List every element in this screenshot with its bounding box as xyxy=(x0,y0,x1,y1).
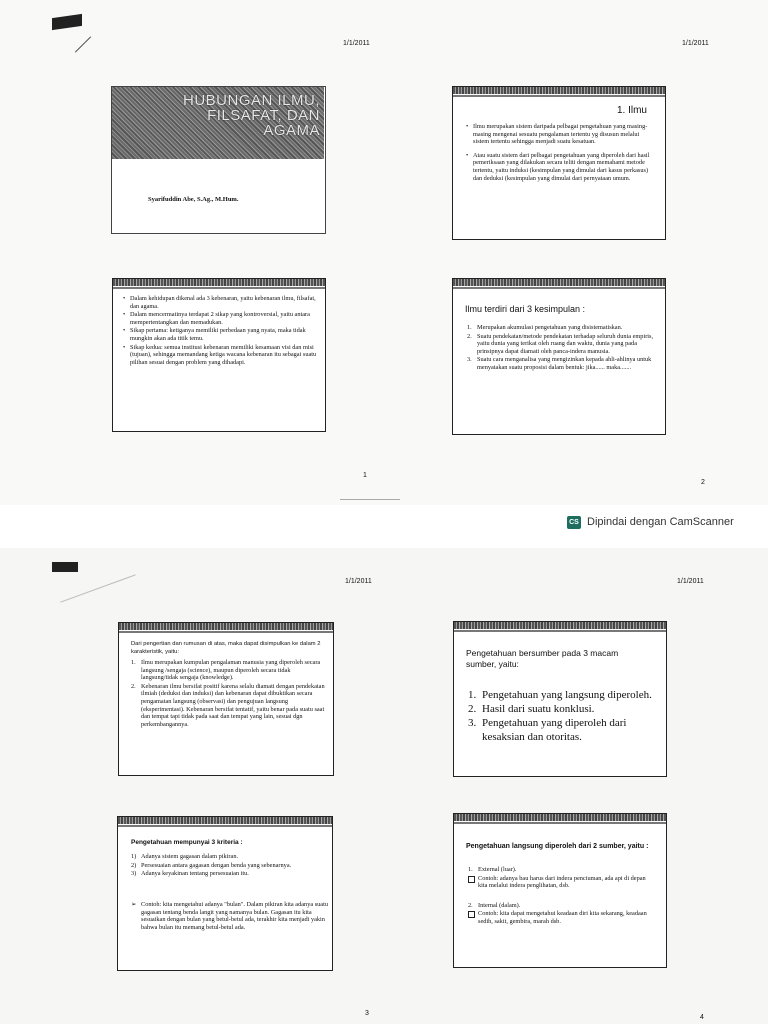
slide-kesimpulan xyxy=(452,278,666,435)
item-text: Suatu pendekatan/metode pendekatan terhadap seluruh dunia empiris, yaitu dunia yang terikat oleh ruang dan waktu, dunia yang pada prinsipnya dapat diamati oleh panca-indera manusia. xyxy=(477,332,654,355)
item-text: Kebenaran ilmu bersifat positif karena selalu diamati dengan pendekatan ilmiah (deduksi dan induksi) dan kebenaran dapat dibuktikan secara pengamatan langsung (observasi) dan pengujuan langsung (eksperimentasi). Kebenaran bersifat tentatif, yaitu benar pada suatu saat dan tempat tapi tidak pada saat dan tempat yang lain, sesuai dgn perkembangannya. xyxy=(141,682,325,728)
arrow-bullet-icon: ➢ xyxy=(131,901,137,908)
item-number: 3) xyxy=(131,870,137,878)
item-text: Pengetahuan yang langsung diperoleh. xyxy=(482,689,652,701)
list-item xyxy=(467,356,655,371)
item-number: 1. xyxy=(468,689,477,701)
date-right: 1/1/2011 xyxy=(682,40,709,47)
list-item xyxy=(131,870,323,878)
list-item xyxy=(467,333,655,356)
list-item xyxy=(131,862,323,870)
list-item xyxy=(468,902,656,910)
slide-karakteristik xyxy=(118,622,334,776)
slide-header-line xyxy=(118,825,332,827)
list-item: • Sikap kedua: semua institusi kebenaran memiliki kesamaan visi dan misi (tujuan), sehingga memandang ketiga wacana kebenaran itu sebagai suatu pilihan sesuai dengan problem yang dihadapi. xyxy=(123,344,317,367)
page-corner-mark xyxy=(52,14,82,30)
pen-mark xyxy=(75,36,91,52)
scanned-page-2 xyxy=(0,548,768,1024)
camscanner-logo-icon: CS xyxy=(567,516,581,529)
list-item xyxy=(467,324,655,332)
scanned-page-1 xyxy=(0,0,768,505)
date-left: 1/1/2011 xyxy=(345,578,372,585)
list-item: • Sikap pertama: ketiganya memiliki perbedaan yang nyata, maka tidak mungkin akan ada titik temu. xyxy=(123,327,317,342)
slide-header-line xyxy=(453,95,665,97)
slide-title xyxy=(111,86,326,234)
slide-header-bar xyxy=(119,623,333,630)
bullet-list xyxy=(466,123,654,183)
item-number: 2. xyxy=(467,332,472,340)
item-text: Persesuaian antara gagasan dengan benda yang sebenarnya. xyxy=(141,861,292,869)
slide-title-text: HUBUNGAN ILMU, FILSAFAT, DAN AGAMA xyxy=(182,92,320,139)
item-text: Pengetahuan yang diperoleh dari kesaksian dan otoritas. xyxy=(482,717,627,743)
item-text: Adanya keyakinan tentang persesuaian itu. xyxy=(141,870,249,878)
item-text: Ilmu merupakan kumpulan pengalaman manusia yang diperoleh secara langsung /sengaja (science), maupun diperoleh secara tidak langsung/tidak sengaja (knowledge). xyxy=(141,659,321,682)
list-item: • Ilmu merupakan sistem daripada pelbagai pengetahuan yang masing-masing mengenai sesuatu pengalaman tertentu yg disusun melalui sistem tertentu sehingga menjadi suatu kesatuan. xyxy=(466,123,654,146)
example-text: Contoh: adanya bau harus dari indera penciuman, ada api di depan kita melalui indera penglihatan, dsb. xyxy=(478,874,646,890)
list-item: • Dalam kehidupan dikenal ada 3 kebenaran, yaitu kebenaran ilmu, filsafat, dan agama. xyxy=(123,295,317,310)
list-item: • Dalam mencermatinya terdapat 2 sikap yang kontroversial, yaitu antara mempertentangkan dan memadukan. xyxy=(123,311,317,326)
item-number: 1. xyxy=(467,324,472,331)
list-item xyxy=(131,659,325,682)
list-item xyxy=(468,702,658,716)
pen-mark xyxy=(60,574,136,602)
slide-kriteria xyxy=(117,816,333,971)
slide-header-bar xyxy=(453,279,665,286)
slide-header-bar xyxy=(113,279,325,286)
item-text: Merupakan akumulasi pengetahuan yang disistematiskan. xyxy=(477,324,623,331)
slide-heading: Pengetahuan mempunyai 3 kriteria : xyxy=(131,839,243,846)
item-text: Hasil dari suatu konklusi. xyxy=(482,703,595,715)
slide-sumber xyxy=(453,621,667,777)
item-text: Internal (dalam). xyxy=(478,901,521,909)
slide-header-line xyxy=(454,822,666,824)
item-text: Suatu cara menganalisa yang mengizinkan kepada ahli-ahlinya untuk menyatakan suatu proposisi dalam bentuk: jika...... maka....... xyxy=(477,356,652,371)
page-number-left: 1 xyxy=(363,472,367,479)
item-number: 2) xyxy=(131,861,137,869)
example-text: Contoh: kita mengetahui adanya "bulan". Dalam pikiran kita adanya suatu gagasan tentang benda langit yang namanya bulan. Gagasan itu kita sesuaikan dengan bulan yang betul-betul ada, terakhir kita menjadi yakin bahwa bulan itu memang betul-betul ada. xyxy=(141,901,328,931)
item-number: 2. xyxy=(468,703,477,715)
numbered-list xyxy=(131,853,323,879)
page-number-left: 3 xyxy=(365,1010,369,1017)
slide-heading: Pengetahuan bersumber pada 3 macam sumber, yaitu: xyxy=(466,648,619,669)
item-number: 2. xyxy=(131,682,136,690)
slide-header-bar xyxy=(454,814,666,821)
slide-kebenaran xyxy=(112,278,326,432)
title-banner xyxy=(112,87,324,159)
numbered-list xyxy=(467,324,655,373)
slide-intro: Dari pengertian dan rumusan di atas, maka dapat disimpulkan ke dalam 2 karakteristik, yaitu: xyxy=(131,641,321,655)
slide-header-bar xyxy=(118,817,332,824)
scan-mark xyxy=(340,499,400,500)
author-name: Syarifuddin Abe, S.Ag., M.Hum. xyxy=(148,196,239,203)
slide-header-bar xyxy=(454,622,666,629)
camscanner-label: Dipindai dengan CamScanner xyxy=(587,516,734,528)
item-number: 1. xyxy=(131,659,136,666)
bullet-list xyxy=(123,295,317,367)
example-block xyxy=(131,901,333,931)
page-corner-mark xyxy=(52,562,78,572)
item-text: External (luar). xyxy=(478,866,517,873)
item-number: 3. xyxy=(468,717,477,729)
slide-header-line xyxy=(453,287,665,289)
checkbox-bullet-icon xyxy=(468,911,475,918)
item-text: Adanya sistem gagasan dalam pikiran. xyxy=(141,853,239,860)
camscanner-watermark xyxy=(567,514,734,530)
slide-sumber-langsung xyxy=(453,813,667,968)
slide-header-line xyxy=(454,630,666,632)
date-left: 1/1/2011 xyxy=(343,40,370,47)
page-number-right: 2 xyxy=(701,479,705,486)
item-number: 1. xyxy=(468,866,473,873)
slide-heading: 1. Ilmu xyxy=(616,105,647,116)
example-item xyxy=(468,875,656,890)
item-number: 2. xyxy=(468,901,473,909)
list-item xyxy=(468,716,658,744)
example-text: Contoh: kita dapat mengetahui keadaan diri kita sekarang, keadaan sedih, sakit, gembira, marah dsb. xyxy=(478,910,647,925)
slide-header-line xyxy=(119,631,333,633)
item-number: 3. xyxy=(467,356,472,364)
list-item xyxy=(131,683,325,729)
page-number-right: 4 xyxy=(700,1014,704,1021)
numbered-list xyxy=(131,659,325,729)
slide-header-line xyxy=(113,287,325,289)
slide-heading: Pengetahuan langsung diperoleh dari 2 sumber, yaitu : xyxy=(466,843,649,850)
source-list xyxy=(468,866,656,926)
checkbox-bullet-icon xyxy=(468,876,475,883)
list-item xyxy=(131,853,323,861)
slide-header-bar xyxy=(453,87,665,94)
slide-ilmu xyxy=(452,86,666,240)
list-item xyxy=(468,866,656,874)
list-item xyxy=(468,688,658,702)
numbered-list xyxy=(468,688,658,744)
list-item: • Atau suatu sistem dari pelbagai pengetahuan yang diperoleh dari hasil pemeriksaan yang dilakukan secara teliti dengan memahami metode tertentu, yaitu induksi (kesimpulan yang dimulai dari kasus perkasus) dan deduksi (kesimpulan yang dimulai dari pernyataan umum. xyxy=(466,152,654,182)
date-right: 1/1/2011 xyxy=(677,578,704,585)
slide-heading: Ilmu terdiri dari 3 kesimpulan : xyxy=(465,304,586,314)
item-number: 1) xyxy=(131,853,137,860)
example-item xyxy=(468,910,656,925)
